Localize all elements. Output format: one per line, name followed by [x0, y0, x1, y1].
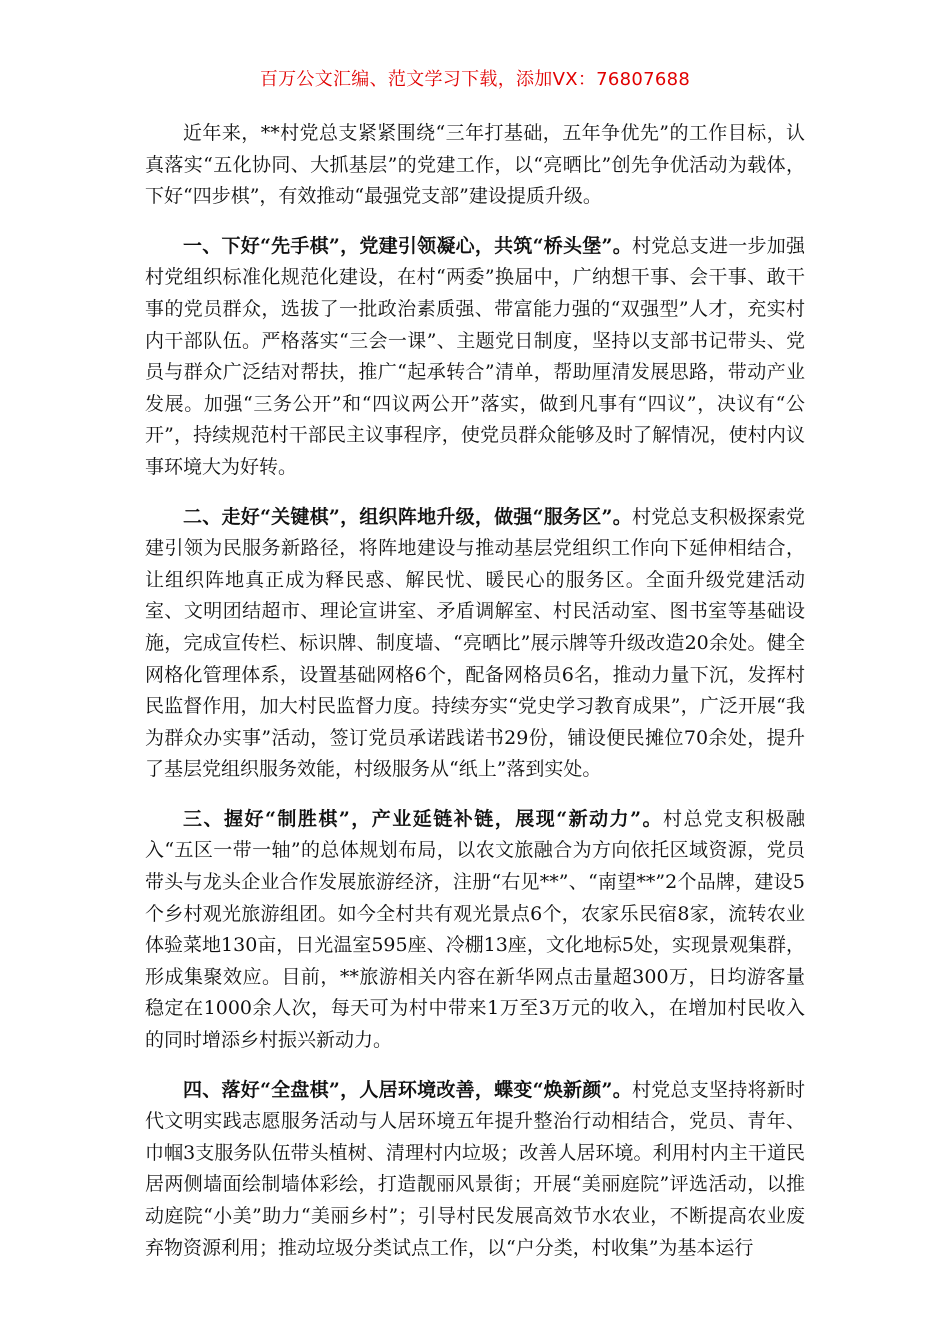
section-heading-4: 四、落好“全盘棋”，人居环境改善，蝶变“焕新颜”。: [183, 1078, 632, 1101]
intro-paragraph: 近年来，**村党总支紧紧围绕“三年打基础，五年争优先”的工作目标，认真落实“五化协同、大抓基层”的党建工作，以“亮晒比”创先争优活动为载体，下好“四步棋”，有效推动“最强党支部”建设提质升级。: [145, 122, 805, 208]
header-watermark-text: 百万公文汇编、范文学习下载，添加VX：76807688: [259, 69, 691, 90]
section-text-3: 村总党支积极融入“五区一带一轴”的总体规划布局，以农文旅融合为方向依托区域资源，党员带头与龙头企业合作发展旅游经济，注册“右见**”、“南望**”2个品牌，建设5个乡村观光旅游组团。如今全村共有观光景点6个，农家乐民宿8家，流转农业体验菜地130亩，日光温室595座、冷棚13座，文化地标5处，实现景观集群，形成集聚效应。目前，**旅游相关内容在新华网点击量超300万，日均游客量稳定在1000余人次，每天可为村中带来1万至3万元的收入，在增加村民收入的同时增添乡村振兴新动力。: [145, 807, 805, 1052]
section-text-2: 村党总支积极探索党建引领为民服务新路径，将阵地建设与推动基层党组织工作向下延伸相结合，让组织阵地真正成为释民惑、解民忧、暖民心的服务区。全面升级党建活动室、文明团结超市、理论宣讲室、矛盾调解室、村民活动室、图书室等基础设施，完成宣传栏、标识牌、制度墙、“亮晒比”展示牌等升级改造20余处。健全网格化管理体系，设置基础网格6个，配备网格员6名，推动力量下沉，发挥村民监督作用，加大村民监督力度。持续夯实“党史学习教育成果”，广泛开展“我为群众办实事”活动，签订党员承诺践诺书29份，铺设便民摊位70余处，提升了基层党组织服务效能，村级服务从“纸上”落到实处。: [145, 505, 805, 781]
section-heading-2: 二、走好“关键棋”，组织阵地升级，做强“服务区”。: [183, 505, 632, 528]
section-paragraph-4: [145, 1075, 805, 1265]
section-text-1: 村党总支进一步加强村党组织标准化规范化建设，在村“两委”换届中，广纳想干事、会干事、敢干事的党员群众，选拔了一批政治素质强、带富能力强的“双强型”人才，充实村内干部队伍。严格落实“三会一课”、主题党日制度，坚持以支部书记带头、党员与群众广泛结对帮扶，推广“起承转合”清单，帮助厘清发展思路，带动产业发展。加强“三务公开”和“四议两公开”落实，做到凡事有“四议”，决议有“公开”，持续规范村干部民主议事程序，使党员群众能够及时了解情况，使村内议事环境大为好转。: [145, 234, 805, 478]
section-heading-3: 三、握好“制胜棋”，产业延链补链，展现“新动力”。: [183, 807, 664, 830]
section-paragraph-3: [145, 804, 805, 1057]
section-text-4: 村党总支坚持将新时代文明实践志愿服务活动与人居环境五年提升整治行动相结合，党员、青年、巾帼3支服务队伍带头植树、清理村内垃圾；改善人居环境。利用村内主干道民居两侧墙面绘制墙体彩绘，打造靓丽风景街；开展“美丽庭院”评选活动，以推动庭院“小美”助力“美丽乡村”；引导村民发展高效节水农业，不断提高农业废弃物资源利用；推动垃圾分类试点工作，以“户分类，村收集”为基本运行: [145, 1078, 805, 1259]
document-body: [145, 118, 805, 1282]
section-heading-1: 一、下好“先手棋”，党建引领凝心，共筑“桥头堡”。: [183, 234, 632, 257]
section-paragraph-2: [145, 502, 805, 786]
section-paragraph-1: [145, 231, 805, 484]
